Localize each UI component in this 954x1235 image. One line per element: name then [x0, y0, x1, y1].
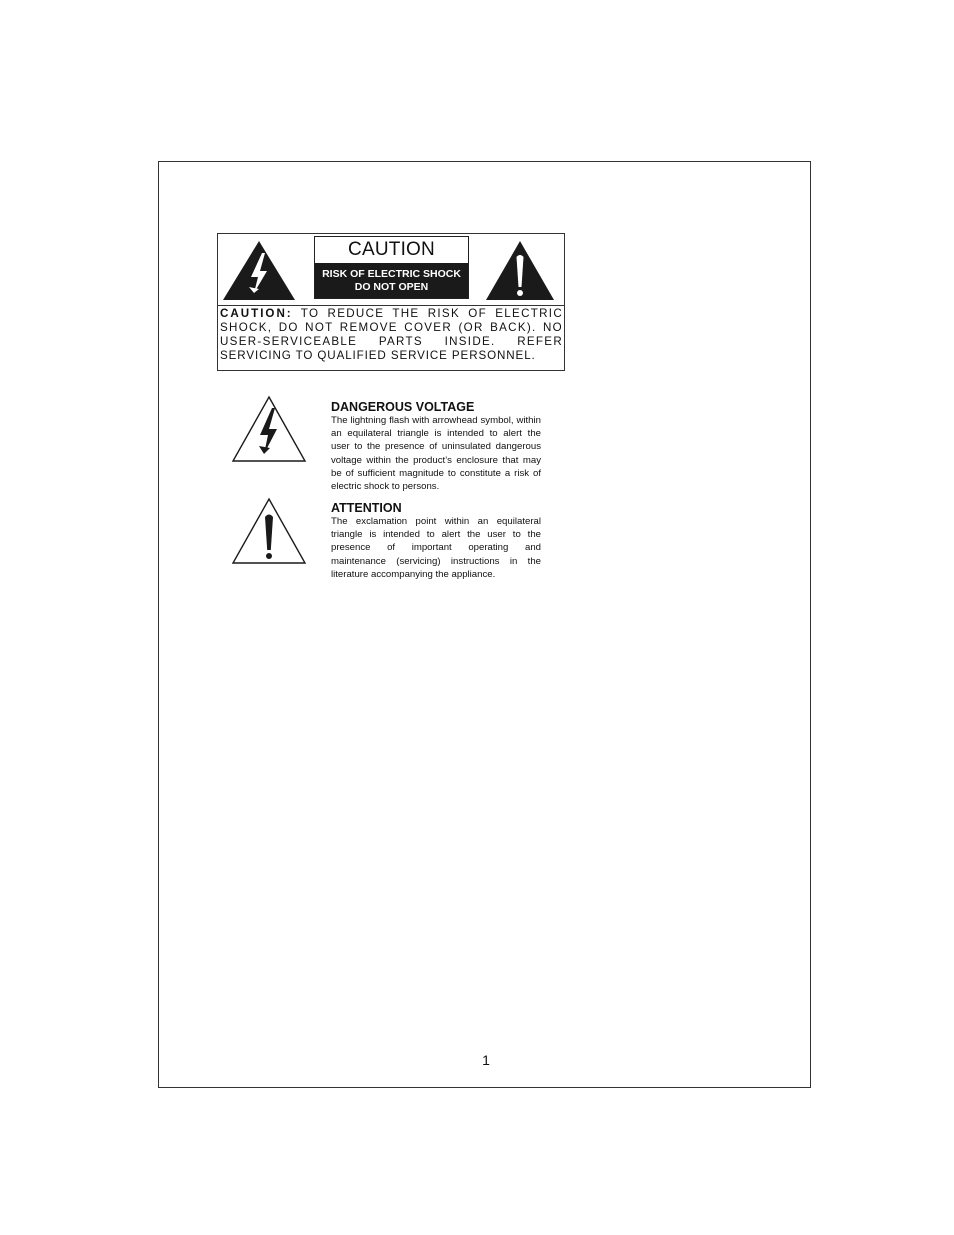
- exclamation-triangle-icon: [484, 239, 556, 301]
- caution-notice-line2: SHOCK, DO NOT REMOVE COVER (OR BACK). NO: [220, 321, 563, 334]
- caution-notice-line3: USER-SERVICEABLE PARTS INSIDE. REFER: [220, 335, 563, 348]
- caution-subtitle-line2: DO NOT OPEN: [354, 280, 429, 293]
- attention-text: The exclamation point within an equilateral triangle is intended to alert the user to the presence of important operating and maintenance (servicing) instructions in the literature accompanying the appliance.: [331, 516, 541, 580]
- caution-label: [217, 233, 565, 371]
- caution-title: CAUTION: [348, 239, 435, 260]
- attention-heading: ATTENTION: [331, 501, 402, 515]
- lightning-triangle-icon: [231, 395, 307, 463]
- caution-subtitle-line1: RISK OF ELECTRIC SHOCK: [322, 267, 461, 280]
- caution-label-header: [218, 234, 564, 306]
- caution-sign: [314, 236, 469, 299]
- attention-description: [331, 502, 541, 581]
- caution-notice-line1: TO REDUCE THE RISK OF ELECTRIC: [300, 307, 563, 320]
- dangerous-voltage-text: The lightning flash with arrowhead symbol, within an equilateral triangle is intended to alert the user to the presence of uninsulated dangerous voltage within the product’s enclosure that may be of sufficient magnitude to constitute a risk of electric shock to persons.: [331, 415, 541, 493]
- dangerous-voltage-description: [331, 401, 541, 493]
- caution-notice-line4: SERVICING TO QUALIFIED SERVICE PERSONNEL.: [220, 349, 536, 362]
- dangerous-voltage-heading: DANGEROUS VOLTAGE: [331, 400, 475, 414]
- page-number: 1: [482, 1052, 490, 1068]
- caution-subtitle: [315, 263, 468, 298]
- exclamation-triangle-icon: [231, 497, 307, 565]
- caution-notice: [220, 307, 563, 363]
- lightning-triangle-icon: [221, 239, 297, 301]
- caution-notice-prefix: CAUTION:: [220, 307, 293, 320]
